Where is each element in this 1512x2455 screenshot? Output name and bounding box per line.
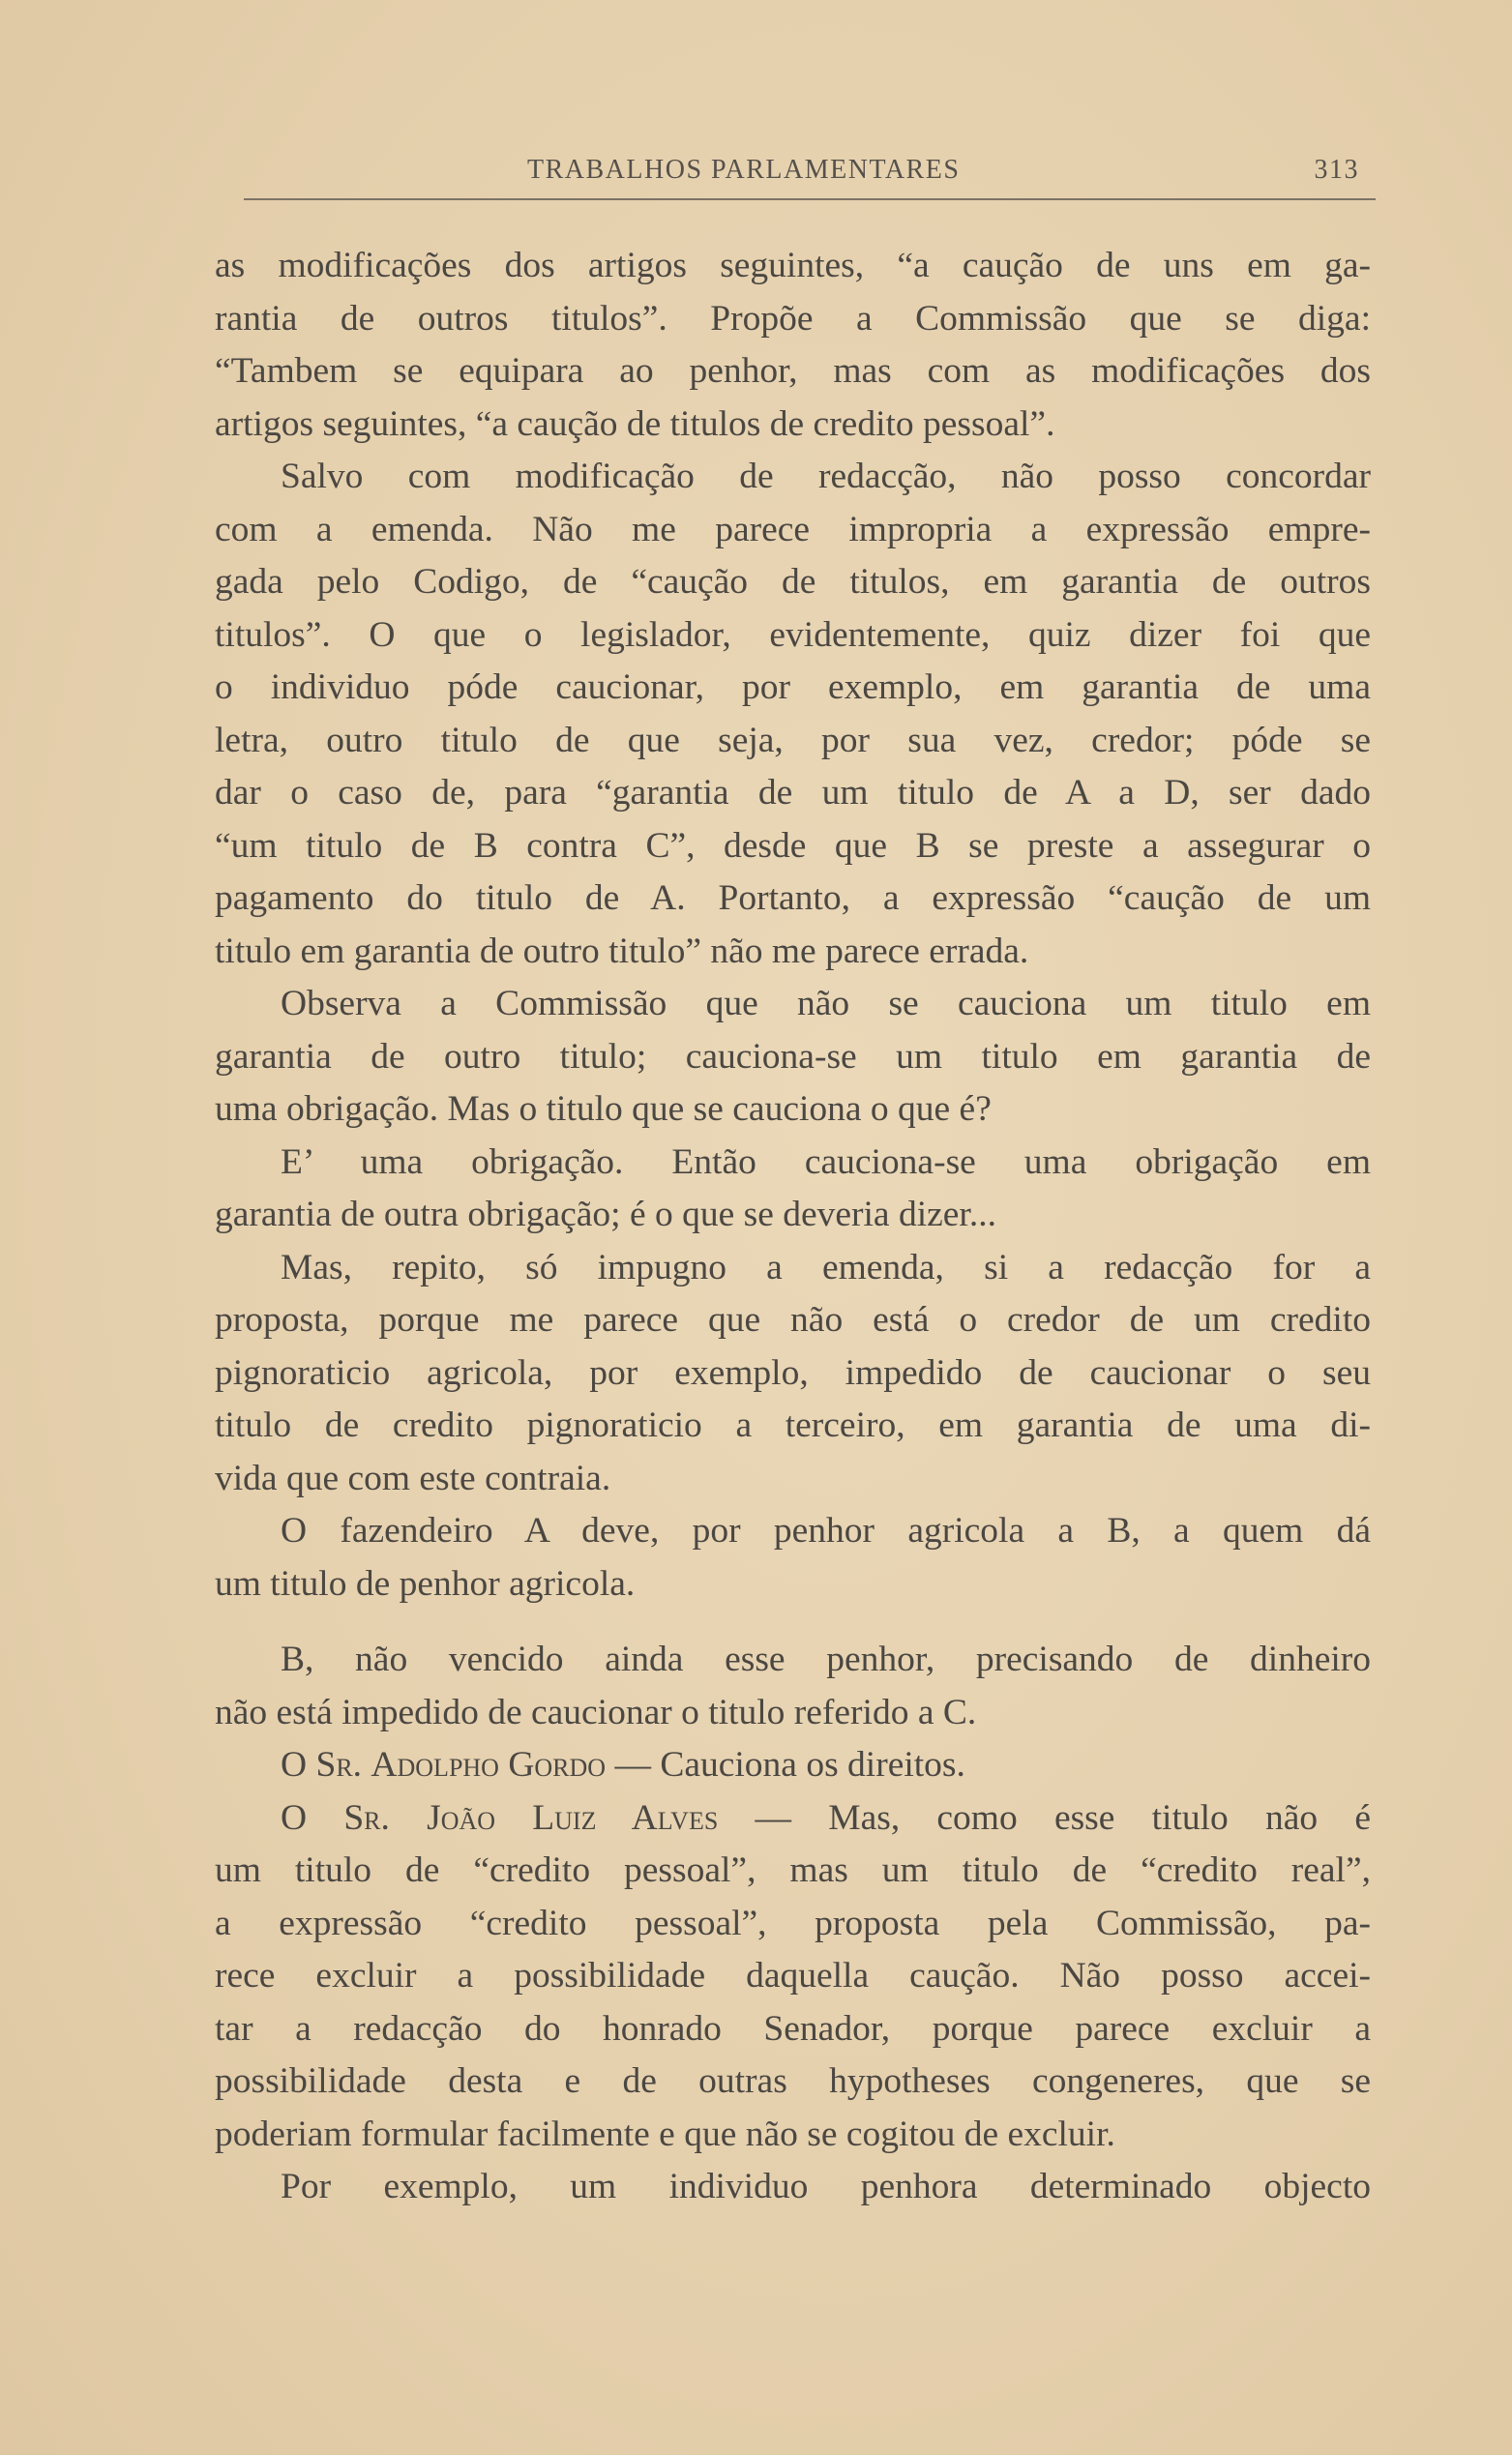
paragraph [215, 978, 1371, 1137]
speech-text: Cauciona os direitos. [660, 1745, 965, 1785]
paragraph-gap [215, 1611, 1371, 1634]
paragraph [215, 1634, 1371, 1739]
text-line: com a emenda. Não me parece impropria a expressão empre- [215, 509, 1371, 549]
speech [215, 1739, 1371, 1792]
text-line: “um titulo de B contra C”, desde que B se preste a assegurar o [215, 825, 1371, 866]
text-line: E’ uma obrigação. Então cauciona-se uma obrigação em [281, 1141, 1371, 1182]
text-line: Mas, repito, só impugno a emenda, si a redacção for a [281, 1247, 1371, 1287]
text-line: as modificações dos artigos seguintes, “a caução de uns em ga- [215, 246, 1371, 285]
text-line: titulo de credito pignoraticio a terceiro, em garantia de uma di- [215, 1405, 1371, 1445]
paragraph [215, 1137, 1371, 1242]
running-head-title: TRABALHOS PARLAMENTARES [527, 155, 961, 185]
text-line: tar a redacção do honrado Senador, porque parece excluir a [215, 2008, 1371, 2049]
speaker-title: Sr. [315, 1745, 363, 1785]
text-line: titulos”. O que o legislador, evidentemente, quiz dizer foi que [215, 614, 1371, 655]
text-line: garantia de outro titulo; cauciona-se um titulo em garantia de [215, 1036, 1371, 1077]
text-line: Salvo com modificação de redacção, não posso concordar [281, 457, 1371, 496]
speech-dash: — [614, 1745, 651, 1785]
text-line: Observa a Commissão que não se cauciona um titulo em [281, 984, 1371, 1023]
page-number: 313 [1314, 155, 1359, 185]
text-line: artigos seguintes, “a caução de titulos de credito pessoal”. [215, 403, 1055, 444]
text-line: titulo em garantia de outro titulo” não me parece errada. [215, 931, 1029, 971]
speech [215, 1792, 1371, 2162]
text-line: B, não vencido ainda esse penhor, precisando de dinheiro [281, 1640, 1371, 1679]
speech-prefix: O [281, 1797, 308, 1838]
text-line: gada pelo Codigo, de “caução de titulos, em garantia de outros [215, 562, 1371, 602]
text-line: não está impedido de caucionar o titulo referido a C. [215, 1692, 977, 1732]
text-line: “Tambem se equipara ao penhor, mas com as modificações dos [215, 351, 1371, 391]
speaker-name: Adolpho Gordo [371, 1745, 607, 1785]
text-line: pignoraticio agricola, por exemplo, impedido de caucionar o seu [215, 1352, 1371, 1393]
text-line: rantia de outros titulos”. Propõe a Commissão que se diga: [215, 298, 1371, 339]
running-head [527, 155, 1359, 184]
paragraph [215, 1242, 1371, 1506]
text-line: vida que com este contraia. [215, 1458, 611, 1498]
text-line: um titulo de penhor agricola. [215, 1563, 636, 1604]
paragraph [215, 1505, 1371, 1611]
text-line: um titulo de “credito pessoal”, mas um titulo de “credito real”, [215, 1850, 1371, 1890]
text-line: rece excluir a possibilidade daquella caução. Não posso accei- [215, 1956, 1371, 1996]
text-line: proposta, porque me parece que não está o credor de um credito [215, 1300, 1371, 1340]
text-line: uma obrigação. Mas o titulo que se cauciona o que é? [215, 1089, 992, 1129]
speaker-name: João Luiz Alves [427, 1797, 719, 1838]
text-line: poderiam formular facilmente e que não se cogitou de excluir. [215, 2114, 1115, 2154]
text-line: O fazendeiro A deve, por penhor agricola a B, a quem dá [281, 1511, 1371, 1551]
text-line: Por exemplo, um individuo penhora determinado objecto [281, 2167, 1371, 2206]
text-line: dar o caso de, para “garantia de um titulo de A a D, ser dado [215, 773, 1371, 813]
speaker-title: Sr. [343, 1797, 390, 1838]
paragraph [215, 240, 1371, 451]
text-line: o individuo póde caucionar, por exemplo, em garantia de uma [215, 667, 1371, 707]
text-line: a expressão “credito pessoal”, proposta pela Commissão, pa- [215, 1903, 1371, 1943]
header-rule [244, 198, 1376, 200]
speech-dash: — [755, 1797, 792, 1838]
speech-prefix: O [281, 1745, 308, 1785]
text-line: pagamento do titulo de A. Portanto, a expressão “caução de um [215, 878, 1371, 918]
text-line: garantia de outra obrigação; é o que se deveria dizer... [215, 1195, 996, 1234]
text-line: letra, outro titulo de que seja, por sua vez, credor; póde se [215, 720, 1371, 760]
speech-first-line [215, 1739, 1371, 1792]
text-line: possibilidade desta e de outras hypotheses congeneres, que se [215, 2061, 1371, 2101]
paragraph [215, 2161, 1371, 2214]
body-text [215, 240, 1371, 2214]
speech-first-line [215, 1792, 1371, 1846]
paragraph [215, 451, 1371, 978]
speech-text: Mas, como esse titulo não é [828, 1797, 1372, 1838]
